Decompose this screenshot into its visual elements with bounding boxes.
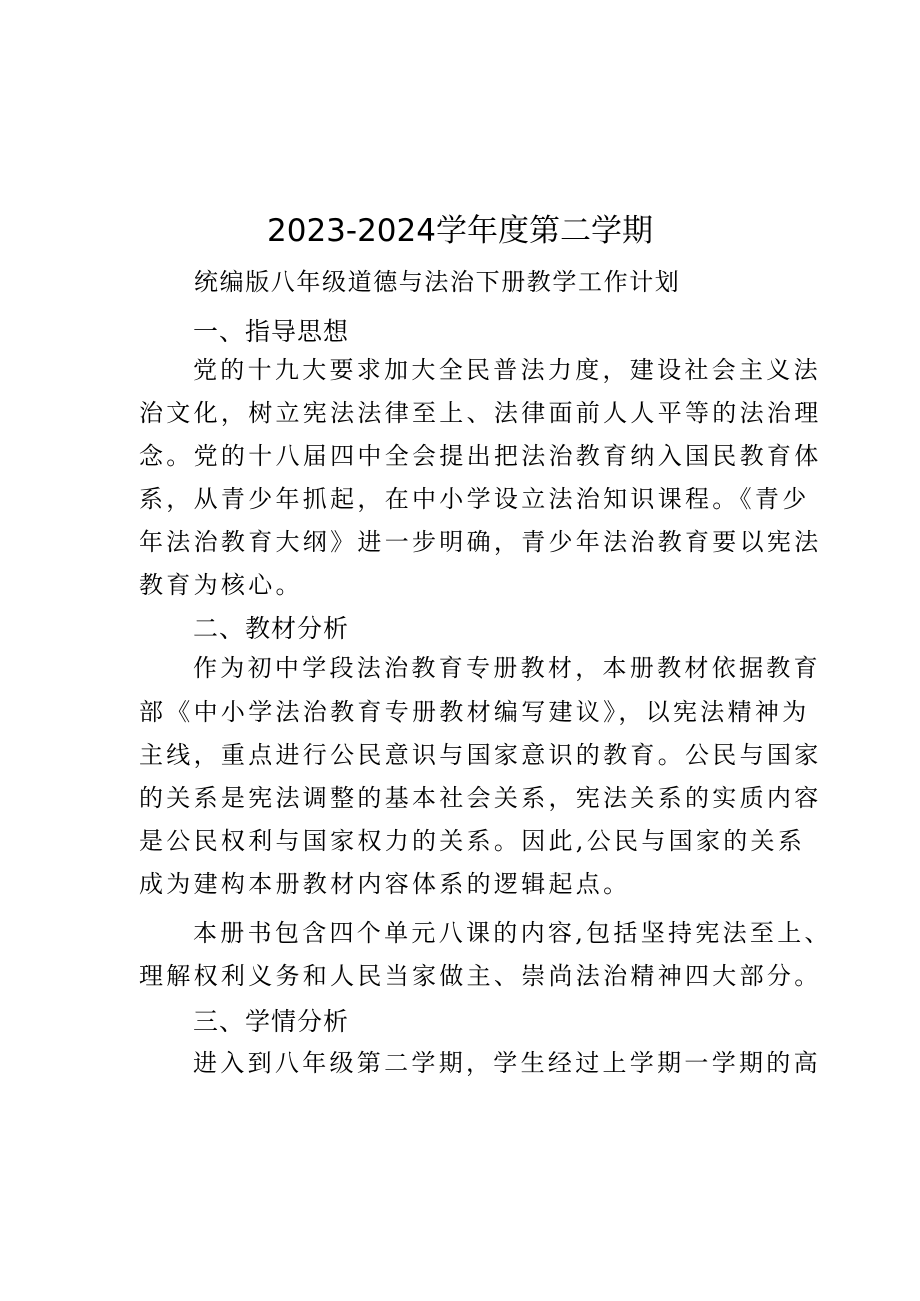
paragraph-line: 作为初中学段法治教育专册教材，本册教材依据教育 [193, 654, 821, 682]
paragraph-line: 是公民权利与国家权力的关系。因此,公民与国家的关系 [139, 827, 806, 855]
paragraph-line: 成为建构本册教材内容体系的逻辑起点。 [139, 870, 631, 898]
paragraph-line: 教育为核心。 [139, 571, 303, 599]
paragraph-line: 念。党的十八届四中全会提出把法治教育纳入国民教育体 [139, 442, 822, 470]
paragraph-line: 理解权利义务和人民当家做主、崇尚法治精神四大部分。 [139, 962, 822, 990]
paragraph-line: 系，从青少年抓起，在中小学设立法治知识课程。《青少 [139, 485, 810, 513]
paragraph-line: 年法治教育大纲》进一步明确，青少年法治教育要以宪法 [139, 528, 822, 556]
paragraph-line: 的关系是宪法调整的基本社会关系，宪法关系的实质内容 [139, 784, 822, 812]
paragraph-line: 进入到八年级第二学期，学生经过上学期一学期的高 [193, 1049, 821, 1077]
section-heading-student-analysis: 三、学情分析 [193, 1007, 350, 1036]
paragraph-line: 治文化，树立宪法法律至上、法律面前人人平等的法治理 [139, 399, 822, 427]
paragraph-line: 本册书包含四个单元八课的内容,包括坚持宪法至上、 [193, 919, 832, 947]
paragraph-line: 主线，重点进行公民意识与国家意识的教育。公民与国家 [139, 741, 822, 769]
paragraph-line: 部《中小学法治教育专册教材编写建议》，以宪法精神为 [139, 698, 810, 726]
section-heading-textbook-analysis: 二、教材分析 [193, 614, 350, 643]
document-subtitle: 统编版八年级道德与法治下册教学工作计划 [194, 268, 681, 296]
paragraph-line: 党的十九大要求加大全民普法力度，建设社会主义法 [193, 356, 821, 384]
document-title: 2023-2024学年度第二学期 [267, 213, 653, 249]
section-heading-guiding-thought: 一、指导思想 [193, 317, 350, 346]
